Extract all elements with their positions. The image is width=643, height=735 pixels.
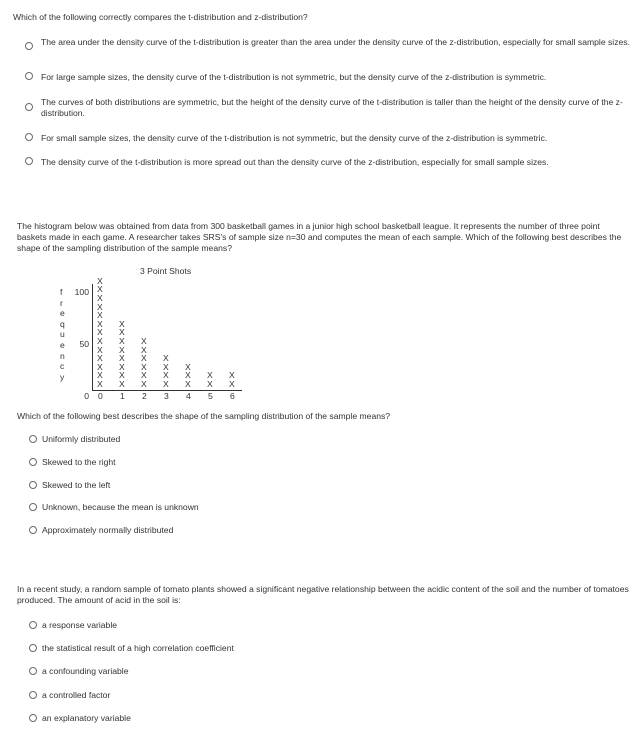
dot-plot-mark: X [141,379,147,389]
chart-title: 3 Point Shots [140,266,192,276]
q2-radio-5[interactable] [29,526,37,534]
x-tick-label: 3 [164,391,169,401]
q3-radio-1[interactable] [29,621,37,629]
y-tick-100: 100 [74,287,89,297]
dot-plot-mark: X [97,275,103,286]
dot-plot-mark: X [207,379,213,389]
dot-plot-mark: X [97,301,103,312]
y-axis-label-letter: u [60,329,65,340]
dot-plot-mark: X [97,370,103,381]
x-tick-label: 6 [230,391,235,401]
q2-option-5[interactable]: Approximately normally distributed [42,525,174,535]
q1-option-4[interactable]: For small sample sizes, the density curve of the t-distribution is not symmetric, but the density curve of the z-distribution is symmetric. [41,133,548,143]
q3-option-4[interactable]: a controlled factor [42,690,111,700]
dot-plot-mark: X [141,336,147,346]
dot-plot-mark: X [141,344,147,355]
x-tick-label: 1 [120,391,125,401]
dot-plot-mark: X [119,344,125,355]
dot-plot-mark: X [119,361,125,372]
q1-option-1[interactable]: The area under the density curve of the t-distribution is greater than the area under the density curve of the z-distribution, especially for small sample sizes. [41,37,630,47]
dot-plot-mark: X [119,379,125,389]
dot-plot-mark: X [97,353,103,364]
x-tick-label: 5 [208,391,213,401]
q2-radio-3[interactable] [29,481,37,489]
dot-plot-mark: X [229,379,235,389]
dot-plot-mark: X [119,353,125,364]
dot-plot-mark: X [229,370,235,381]
dot-plot-mark: X [119,327,125,338]
y-axis-label-letter: y [60,371,65,382]
y-axis-label-letter: e [60,308,65,319]
q1-stem: Which of the following correctly compares the t-distribution and z-distribution? [13,12,308,22]
dot-plot-mark: X [163,353,169,364]
q2-option-2[interactable]: Skewed to the right [42,457,116,467]
dot-plot-mark: X [163,361,169,372]
q2-radio-4[interactable] [29,503,37,511]
y-axis-label-letter: r [60,297,63,308]
q3-radio-3[interactable] [29,667,37,675]
dot-plot-mark: X [119,318,125,329]
dot-plot-mark: X [185,370,191,381]
y-axis-label-letter: e [60,340,65,350]
q2-question: Which of the following best describes the shape of the sampling distribution of the sample means? [17,411,391,421]
x-tick-label: 2 [142,391,147,401]
dot-plot-mark: X [141,361,147,372]
y-tick-50: 50 [79,339,89,349]
dot-plot-mark: X [185,361,191,372]
dot-plot-mark: X [119,370,125,381]
dot-plot-mark: X [97,293,103,303]
y-axis-label-letter: n [60,350,65,361]
dot-plot-mark: X [141,353,147,364]
dot-plot-mark: X [185,379,191,389]
q1-option-5[interactable]: The density curve of the t-distribution is more spread out than the density curve of the z-distribution, especially for small sample sizes. [41,157,549,167]
q3-option-5[interactable]: an explanatory variable [42,713,131,723]
q2-radio-1[interactable] [29,435,37,443]
dot-plot-mark: X [207,370,213,381]
q2-option-3[interactable]: Skewed to the left [42,480,111,490]
q1-option-3[interactable]: The curves of both distributions are symmetric, but the height of the density curve of the t-distribution is taller than the height of the density curve of the z-distribution. [41,97,623,118]
x-tick-label: 4 [186,391,191,401]
q2-option-4[interactable]: Unknown, because the mean is unknown [42,502,199,512]
dot-plot-mark: X [97,327,103,338]
x-tick-label: 0 [98,391,103,401]
dot-plot-mark: X [163,370,169,381]
q2-option-1[interactable]: Uniformly distributed [42,434,121,444]
dot-plot-mark: X [163,379,169,389]
dot-plot-mark: X [119,336,125,346]
dot-plot-mark: X [97,361,103,372]
q1-option-2[interactable]: For large sample sizes, the density curve of the t-distribution is not symmetric, but the density curve of the z-distribution is symmetric. [41,72,547,82]
dot-plot-mark: X [97,379,103,389]
dot-plot-mark: X [97,310,103,321]
q3-radio-2[interactable] [29,644,37,652]
dot-plot-mark: X [141,370,147,381]
y-tick-0: 0 [84,391,89,401]
q3-option-1[interactable]: a response variable [42,620,118,630]
q3-stem: In a recent study, a random sample of tomato plants showed a significant negative relationship between the acidic content of the soil and the number of tomatoes produced. The amount of acid in the soil is: [17,584,629,605]
dot-plot-mark: X [97,318,103,329]
q3-radio-5[interactable] [29,714,37,722]
y-axis-label-letter: q [60,318,65,329]
q2-radio-2[interactable] [29,458,37,466]
y-axis-label-letter: f [60,287,63,297]
dot-plot-mark: X [97,336,103,346]
q2-stem: The histogram below was obtained from data from 300 basketball games in a junior high school basketball league. It represents the number of three point baskets made in each game. A researcher takes SRS's of sample size n=30 and computes the mean of each sample. Which of the following best describes the shape of the sampling distribution of the sample means? [17,221,622,253]
q3-option-3[interactable]: a confounding variable [42,666,129,676]
dot-plot-mark: X [97,284,103,295]
q3-option-2[interactable]: the statistical result of a high correlation coefficient [42,643,234,653]
q3-radio-4[interactable] [29,691,37,699]
y-axis-label-letter: c [60,361,65,372]
dot-plot-mark: X [97,344,103,355]
